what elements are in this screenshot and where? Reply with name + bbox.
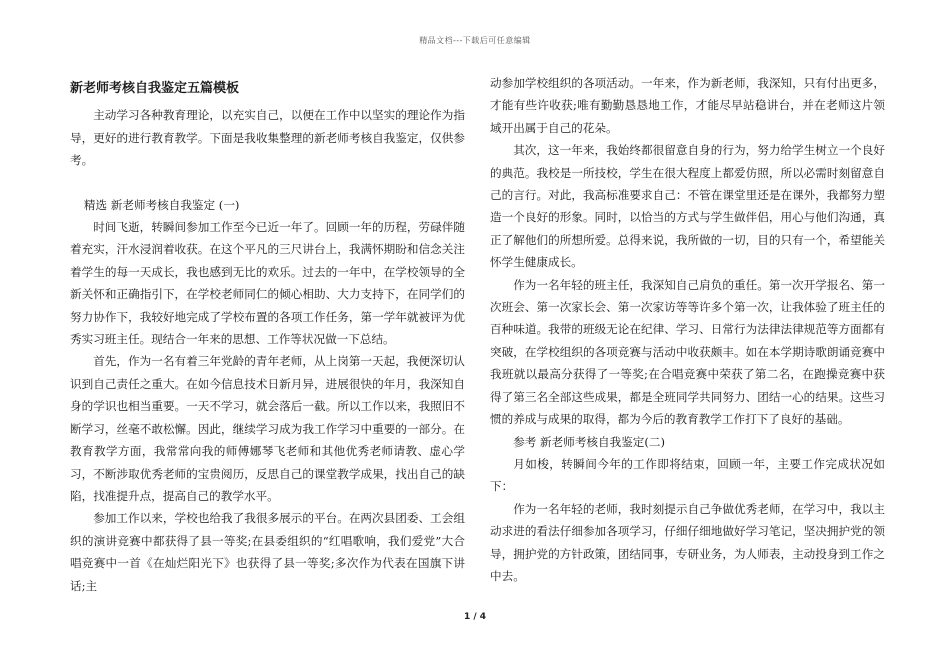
body-paragraph-continued: 动参加学校组织的各项活动。一年来，作为新老师，我深知，只有付出更多，才能有些许收获;唯有勤勤恳恳地工作，才能尽早站稳讲台，并在老师这片领域开出属于自己的花朵。 xyxy=(490,76,885,135)
body-paragraph: 其次，这一年来，我始终都很留意自身的行为，努力给学生树立一个良好的典范。我校是一所技校，学生在很大程度上都爱仿照，所以必需时刻留意自己的言行。对此，我高标准要求自己：不管在课堂里还是在课外，我都努力塑造一个良好的形象。同时，以恰当的方式与学生做伴侣，用心与他们沟通，真正了解他们的所想所爱。总得来说，我所做的一切，目的只有一个，希望能关怀学生健康成长。 xyxy=(490,143,885,270)
body-paragraph: 时间飞逝，转瞬间参加工作至今已近一年了。回顾一年的历程，劳碌伴随着充实，汗水浸润着收获。在这个平凡的三尺讲台上，我满怀期盼和信念关注着学生的每一天成长，我也感到无比的欢乐。过去的一年中，在学校领导的全新关怀和正确指引下，在学校老师同仁的倾心相助、大力支持下，在同学们的努力协作下，我较好地完成了学校布置的各项工作任务，第一学年就被评为优秀实习班主任。现结合一年来的思想、工作等状况做一下总结。 xyxy=(70,220,465,347)
intro-paragraph: 主动学习各种教育理论，以充实自己，以便在工作中以坚实的理论作为指导，更好的进行教育教学。下面是我收集整理的新老师考核自我鉴定，仅供参考。 xyxy=(70,108,465,168)
document-header-note: 精品文档---下载后可任意编辑 xyxy=(419,36,531,45)
section-heading-1: 精选 新老师考核自我鉴定 (一) xyxy=(83,197,240,212)
page-number: 1 / 4 xyxy=(463,612,487,622)
right-column xyxy=(490,72,885,587)
body-paragraph: 参加工作以来，学校也给我了我很多展示的平台。在两次县团委、工会组织的演讲竞赛中都获得了县一等奖;在县委组织的“红唱歌响，我们爱党”大合唱竞赛中一首《在灿烂阳光下》也获得了县一等奖;多次作为代表在国旗下讲话;主 xyxy=(70,511,465,593)
body-paragraph: 作为一名年轻的班主任，我深知自己肩负的重任。第一次开学报名、第一次班会、第一次家长会、第一次家访等等许多个第一次，让我体验了班主任的百种味道。我带的班级无论在纪律、学习、日常行为法律法律规范等方面都有突破，在学校组织的各项竞赛与活动中收获颇丰。如在本学期诗歌朗诵竞赛中我班就以最高分获得了一等奖;在合唱竞赛中荣获了第二名，在跑操竞赛中获得了第三名全部这些成果，都是全班同学共同努力、团结一心的结果。这些习惯的养成与成果的取得，都为今后的教育教学工作打下了良好的基础。 xyxy=(490,277,885,427)
body-paragraph: 作为一名年轻的老师，我时刻提示自己争做优秀老师，在学习中，我以主动求进的看法仔细参加各项学习，仔细仔细地做好学习笔记，坚决拥护党的领导，拥护党的方针政策，团结同事，专研业务，为人师表，主动投身到工作之中去。 xyxy=(490,501,885,583)
left-column xyxy=(70,70,465,597)
body-paragraph: 首先，作为一名有着三年党龄的青年老师，从上岗第一天起，我便深切认识到自己责任之重大。在如今信息技术日新月异，进展很快的年月，我深知自身的学识也相当重要。一天不学习，就会落后一截。所以工作以来，我照旧不断学习，丝毫不敢松懈。因此，继续学习成为我工作学习中重要的一部分。在教育教学方面，我常常向我的师傅娜琴飞老师和其他优秀老师请教、虚心学习，不断涉取优秀老师的宝贵阅历，反思自己的课堂教学成果，找出自己的缺陷，找准提升点，提高自己的教学水平。 xyxy=(70,354,465,503)
document-title: 新老师考核自我鉴定五篇模板 xyxy=(70,81,240,96)
body-paragraph: 月如梭，转瞬间今年的工作即将结束，回顾一年，主要工作完成状况如下： xyxy=(490,456,885,494)
section-heading-2: 参考 新老师考核自我鉴定(二) xyxy=(513,434,666,449)
